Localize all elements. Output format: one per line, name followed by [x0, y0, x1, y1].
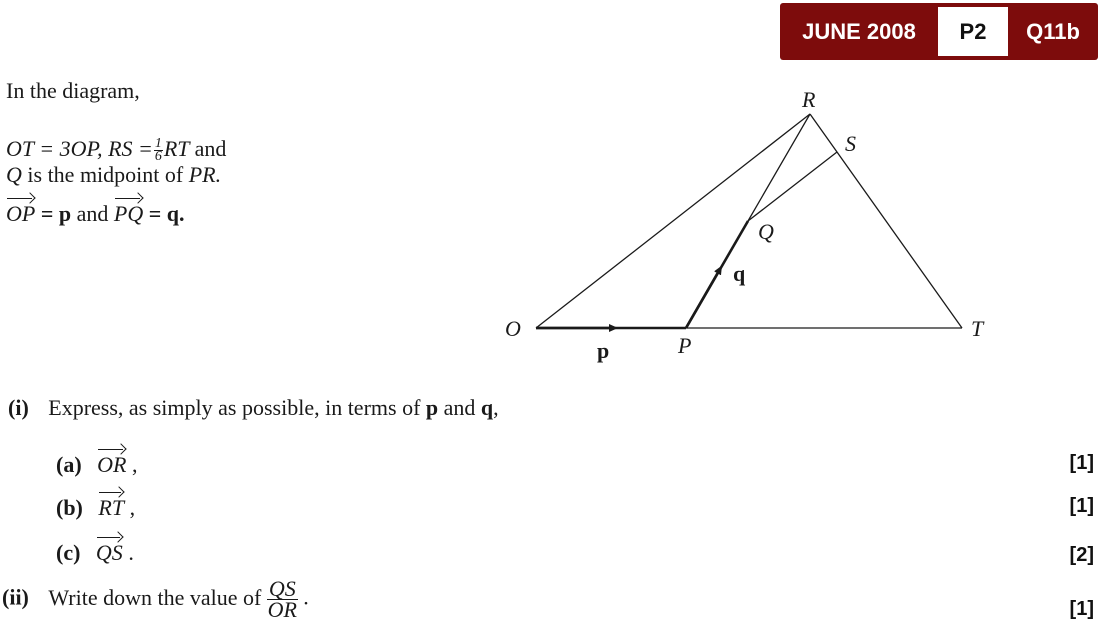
rt-vector: RT [98, 495, 125, 520]
vector-label-p: p [597, 338, 610, 363]
vector-q-arrow [686, 269, 720, 328]
marks-a: [1] [1069, 452, 1094, 474]
intro-line: In the diagram, [6, 78, 140, 103]
segment-qr [748, 114, 810, 221]
part-ii-prompt: (ii) Write down the value of $\frac{QS}{OR}$ . [2, 576, 309, 622]
marks-ii: [1] [1069, 598, 1094, 620]
part-i-b: (b) RT , [56, 495, 136, 520]
and-word: and [194, 136, 227, 161]
side-rt [810, 114, 962, 328]
or-vector: OR [97, 452, 127, 477]
part-i-c: (c) QS . [56, 540, 134, 565]
qs-vector: QS [95, 540, 123, 565]
paper-number: P2 [938, 7, 1008, 56]
part-i-prompt: (i) Express, as simply as possible, in terms of p and q, [8, 395, 499, 420]
vector-definitions: OP = p and PQ = q. [6, 201, 185, 226]
part-i-number: (i) [8, 395, 29, 420]
vector-label-q: q [733, 261, 746, 286]
segment-qs [748, 152, 837, 221]
label-s: S [845, 131, 856, 156]
pq-vector: PQ [113, 201, 144, 226]
label-r: R [802, 87, 816, 112]
part-i-a: (a) OR , [56, 452, 138, 477]
label-t: T [971, 316, 984, 341]
marks-c: [2] [1069, 544, 1094, 566]
qs-over-or-fraction: $\frac{QS}{OR}$ [267, 576, 297, 622]
op-equals-p: = p [40, 201, 72, 226]
ot-equation: OT = 3OP, [6, 136, 103, 161]
marks-b: [1] [1069, 495, 1094, 517]
question-number: Q11b [1026, 19, 1080, 44]
one-sixth-fraction: $\frac{1}{6}$ [154, 136, 162, 165]
midpoint-statement: Q is the midpoint of PR. [6, 162, 222, 187]
label-q: Q [758, 219, 774, 244]
exam-session: JUNE 2008 [802, 19, 916, 44]
part-ii-number: (ii) [2, 584, 29, 610]
label-p: P [678, 333, 692, 358]
op-vector: OP [6, 201, 36, 226]
rs-equation: RS = [108, 136, 153, 161]
pq-equals-q: = q. [148, 201, 185, 226]
label-o: O [505, 316, 521, 341]
rt-term: RT [163, 136, 190, 161]
